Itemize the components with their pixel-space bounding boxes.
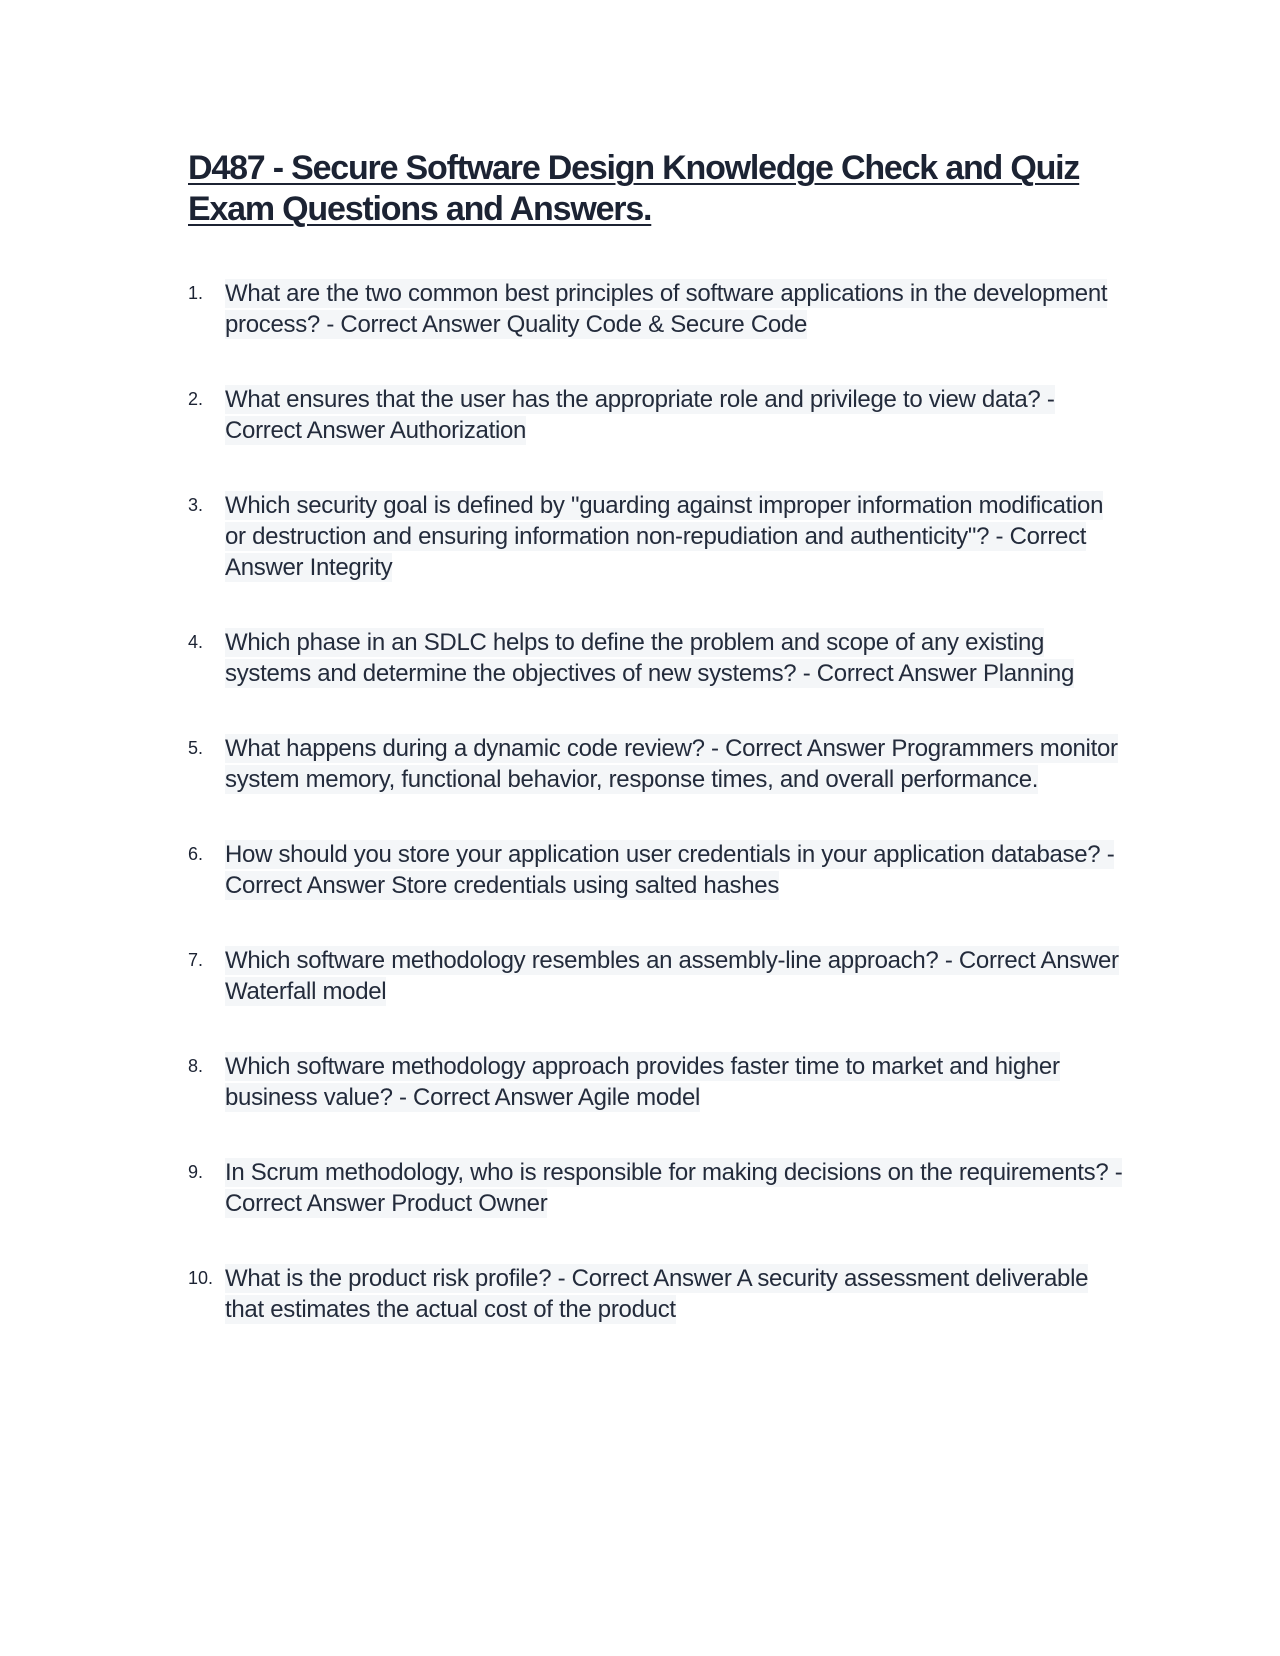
question-answer-text [225,1263,1128,1325]
question-answer-highlight: What is the product risk profile? - Correct Answer A security assessment deliverable that estimates the actual cost of the product [225,1265,1089,1323]
question-answer-highlight: What happens during a dynamic code review? - Correct Answer Programmers monitor system memory, functional behavior, response times, and overall performance. [225,735,1118,793]
question-number: 5. [188,738,204,758]
question-number: 4. [188,632,204,652]
question-item [188,1157,1128,1219]
question-number: 6. [188,844,204,864]
question-answer-highlight: What are the two common best principles of software applications in the development process? - Correct Answer Quality Code & Secure Code [225,280,1108,338]
question-answer-text [225,1157,1128,1219]
question-answer-highlight: Which software methodology resembles an assembly-line approach? - Correct Answer Waterfall model [225,947,1119,1005]
question-answer-text [225,278,1128,340]
question-list [188,278,1128,1369]
question-answer-highlight: Which software methodology approach provides faster time to market and higher business value? - Correct Answer Agile model [225,1053,1060,1111]
question-number: 1. [188,283,204,303]
question-item [188,627,1128,689]
question-answer-text [225,627,1128,689]
question-answer-highlight: Which security goal is defined by "guarding against improper information modification or destruction and ensuring information non-repudiation and authenticity"? - Correct Answer Integrity [225,492,1104,581]
question-answer-text [225,1051,1128,1113]
question-answer-text [225,733,1128,795]
question-item [188,839,1128,901]
question-answer-highlight: What ensures that the user has the appropriate role and privilege to view data? - Correct Answer Authorization [225,386,1055,444]
question-item [188,945,1128,1007]
question-answer-text [225,839,1128,901]
question-item [188,1263,1128,1325]
document-title: D487 - Secure Software Design Knowledge Check and Quiz Exam Questions and Answers. [188,149,1080,228]
question-number: 7. [188,950,204,970]
question-number: 3. [188,495,204,515]
question-number: 10. [188,1268,214,1288]
question-number: 8. [188,1056,204,1076]
question-item [188,384,1128,446]
question-item [188,278,1128,340]
question-number: 2. [188,389,204,409]
question-item [188,1051,1128,1113]
question-answer-highlight: How should you store your application user credentials in your application database? - Correct Answer Store credentials using salted hashes [225,841,1115,899]
question-answer-text [225,384,1128,446]
question-answer-text [225,490,1128,583]
question-item [188,733,1128,795]
question-answer-highlight: Which phase in an SDLC helps to define the problem and scope of any existing systems and determine the objectives of new systems? - Correct Answer Planning [225,629,1074,687]
question-answer-highlight: In Scrum methodology, who is responsible for making decisions on the requirements? - Correct Answer Product Owner [225,1159,1123,1217]
question-item [188,490,1128,583]
question-number: 9. [188,1162,204,1182]
question-answer-text [225,945,1128,1007]
